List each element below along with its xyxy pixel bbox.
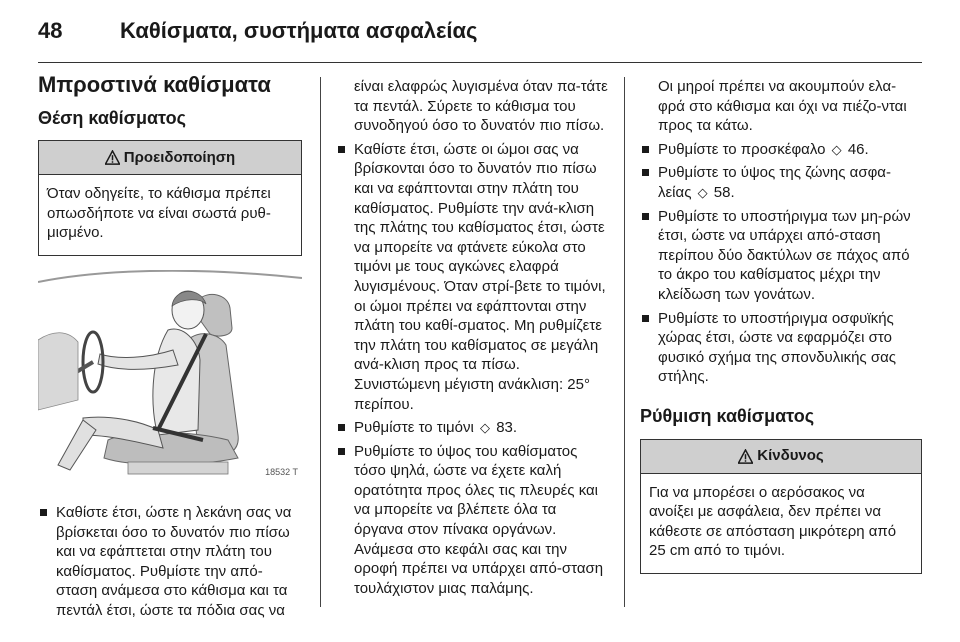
header-divider [38,62,922,63]
column-3 [640,77,922,588]
list-item-seatbelt [640,163,922,202]
subsection-title-seat-position: Θέση καθίσματος [38,107,186,128]
seated-driver-illustration [38,270,302,485]
column-2 [336,77,608,602]
continued-text: είναι ελαφρώς λυγισμένα όταν πα-τάτε τα πεντάλ. Σύρετε το κάθισμα του συνοδηγού όσο το δυνατόν πιο πίσω. [354,78,608,135]
danger-header [641,440,921,474]
figure-code: 18532 T [265,467,298,478]
list-item: Ρυθμίστε το ύψος του καθίσματος τόσο ψηλά, ώστε να έχετε καλή ορατότητα προς όλες τις πλευρές και να μπορείτε να βλέπετε όλα τα όργανα στον πίνακα οργάνων. Ανάμεσα στο κεφάλι σας και την οροφή πρέπει να υπάρχει από-σταση τουλάχιστον μιας παλάμης. [336,442,608,599]
column-divider-1 [320,77,321,607]
list-item-steering [336,418,608,438]
danger-text: Για να μπορέσει ο αερόσακος να ανοίξει με ασφάλεια, δεν πρέπει να κάθεστε σε απόσταση μικρότερη από 25 cm από το τιμόνι. [649,483,897,560]
danger-box [640,439,922,574]
list-item: Ρυθμίστε το υποστήριγμα οσφυϊκής χώρας έτσι, ώστε να εφαρμόζει στο φυσικό σχήμα της σπονδυλικής σας στήλης. [640,309,922,387]
warning-label: Προειδοποίηση [123,148,236,166]
warning-triangle-icon [738,449,753,464]
column-1 [38,72,302,625]
list-item-text: Ρυθμίστε το προσκέφαλο [658,140,826,158]
section-title: Μπροστινά καθίσματα [38,72,271,97]
list-item-text: Ρυθμίστε το τιμόνι [354,419,474,437]
warning-header [39,141,301,175]
warning-box [38,140,302,256]
page-reference-icon: ◇ [697,184,708,200]
page-reference[interactable]: 58. [713,183,735,201]
subsection-title-seat-adjustment: Ρύθμιση καθίσματος [640,405,815,426]
list-item: Καθίστε έτσι, ώστε η λεκάνη σας να βρίσκεται όσο το δυνατόν πιο πίσω και να εφάπτεται στην πλάτη του καθίσματος. Ρυθμίστε την από-σταση ανάμεσα στο κάθισμα και τα πεντάλ έτσι, ώστε τα πόδια σας να [38,503,302,621]
page-reference[interactable]: 46. [847,140,869,158]
list-item: Καθίστε έτσι, ώστε οι ώμοι σας να βρίσκονται όσο το δυνατόν πιο πίσω και να εφάπτονται στην πλάτη του καθίσματος. Ρυθμίστε την ανά-κλιση της πλάτης του καθίσματος έτσι, ώστε να μπορείτε να φτάνετε εύκολα στο τιμόνι με τους αγκώνες ελαφρά λυγισμένους. Όταν στρί-βετε το τιμόνι, οι ώμοι πρέπει να εφάπτονται στην πλάτη του καθί-σματος. Μη ρυθμίζετε την πλάτη του καθίσματος σε μεγάλη ανά-κλιση προς τα πίσω. Συνιστώμενη μέγιστη ανάκλιση: 25° περίπου. [336,140,608,414]
list-item: Ρυθμίστε το υποστήριγμα των μη-ρών έτσι, ώστε να υπάρχει από-σταση περίπου δύο δακτύλων σε πάχος από το άκρο του καθίσματος μέχρι την κλείδωση των γονάτων. [640,207,922,305]
list-item-text: Ρυθμίστε το ύψος της ζώνης ασφα-λείας [658,164,891,201]
page-reference[interactable]: 83. [496,419,518,437]
page-reference-icon: ◇ [831,141,842,157]
warning-triangle-icon [105,150,120,165]
page-header [38,18,477,48]
chapter-title: Καθίσματα, συστήματα ασφαλείας [120,18,478,43]
danger-label: Κίνδυνος [757,447,824,465]
page-number: 48 [38,18,63,43]
driver-seat-drawing [38,270,302,485]
warning-text: Όταν οδηγείτε, το κάθισμα πρέπει οπωσδήποτε να είναι σωστά ρυθ-μισμένο. [47,185,271,242]
column-divider-2 [624,77,625,607]
page-reference-icon: ◇ [480,420,491,436]
continued-text: Οι μηροί πρέπει να ακουμπούν ελα-φρά στο κάθισμα και όχι να πιέζο-νται προς τα κάτω. [658,78,907,135]
list-item-headrest [640,140,922,160]
